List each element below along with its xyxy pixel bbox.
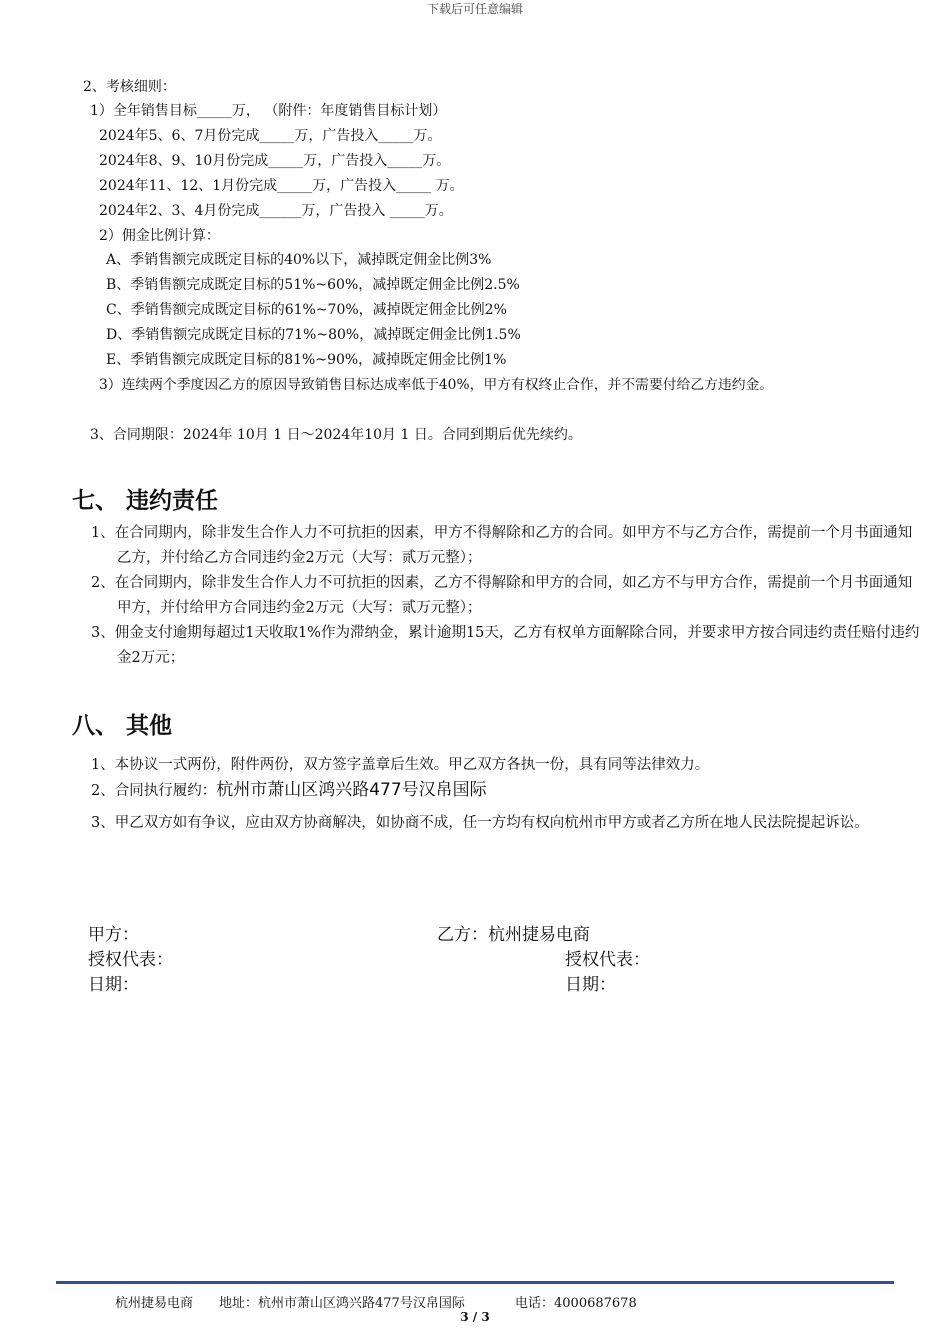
footer-phone-label: 电话： <box>515 1296 555 1311</box>
party-a-representative: 授权代表： <box>88 950 173 970</box>
party-a-label: 甲方： <box>88 925 139 945</box>
party-b-date: 日期： <box>565 975 616 995</box>
commission-rule-b: B、季销售额完成既定目标的51%~60%，减掉既定佣金比例2.5% <box>106 277 520 293</box>
other-item-3: 3、甲乙双方如有争议，应由双方协商解决，如协商不成，任一方均有权向杭州市甲方或者乙方所在地人民法院提起诉讼。 <box>91 815 869 831</box>
contract-term: 3、合同期限：2024年 10月 1 日～2024年10月 1 日。合同到期后优先续约。 <box>90 427 582 443</box>
other-item-2 <box>91 778 487 803</box>
section-heading-liability: 七、 违约责任 <box>72 488 219 514</box>
party-a-date: 日期： <box>88 975 139 995</box>
performance-address: 杭州市萧山区鸿兴路477号汉帛国际 <box>216 780 487 800</box>
quarter-target-4: 2024年2、3、4月份完成______万，广告投入 _____万。 <box>99 203 453 219</box>
commission-rule-e: E、季销售额完成既定目标的81%~90%，减掉既定佣金比例1% <box>106 352 507 368</box>
annual-target: 1）全年销售目标_____万， （附件：年度销售目标计划） <box>90 103 447 119</box>
assessment-title: 2、考核细则： <box>83 79 176 95</box>
party-b-label: 乙方：杭州捷易电商 <box>437 925 590 945</box>
footer-address-rest: 477号汉帛国际 <box>375 1296 465 1311</box>
footer-divider <box>56 1281 894 1284</box>
commission-rule-d: D、季销售额完成既定目标的71%~80%，减掉既定佣金比例1.5% <box>106 327 521 343</box>
liability-item-3: 3、佣金支付逾期每超过1天收取1%作为滞纳金，累计逾期15天，乙方有权单方面解除合同，并要求甲方按合同违约责任赔付违约金2万元； <box>91 625 920 666</box>
other-item-2-label: 2、合同执行履约： <box>91 783 217 799</box>
top-note: 下载后可任意编辑 <box>426 2 523 16</box>
other-item-1: 1、本协议一式两份，附件两份，双方签字盖章后生效。甲乙双方各执一份，具有同等法律效力。 <box>91 757 710 773</box>
footer-address-label: 地址：杭州市萧山区鸿兴路 <box>219 1296 376 1311</box>
page-number: 3 / 3 <box>460 1310 490 1324</box>
section-heading-other: 八、 其他 <box>72 713 173 739</box>
footer-address <box>219 1292 465 1311</box>
footer-company: 杭州捷易电商 <box>115 1296 194 1311</box>
liability-item-1: 1、在合同期内，除非发生合作人力不可抗拒的因素，甲方不得解除和乙方的合同。如甲方不与乙方合作，需提前一个月书面通知乙方，并付给乙方合同违约金2万元（大写：贰万元整）； <box>91 525 913 566</box>
liability-item-2: 2、在合同期内，除非发生合作人力不可抗拒的因素，乙方不得解除和甲方的合同，如乙方不与甲方合作，需提前一个月书面通知甲方，并付给甲方合同违约金2万元（大写：贰万元整）； <box>91 575 913 616</box>
party-b-representative: 授权代表： <box>565 950 650 970</box>
footer-phone <box>515 1292 637 1311</box>
commission-rule-a: A、季销售额完成既定目标的40%以下，减掉既定佣金比例3% <box>106 252 492 268</box>
commission-rule-c: C、季销售额完成既定目标的61%~70%，减掉既定佣金比例2% <box>106 302 507 318</box>
quarter-target-2: 2024年8、9、10月份完成_____万，广告投入_____万。 <box>99 153 451 169</box>
commission-title: 2）佣金比例计算： <box>99 228 220 244</box>
termination-clause: 3）连续两个季度因乙方的原因导致销售目标达成率低于40%，甲方有权终止合作，并不需要付给乙方违约金。 <box>99 377 774 393</box>
quarter-target-3: 2024年11、12、1月份完成_____万，广告投入_____ 万。 <box>99 178 464 194</box>
footer-phone-number: 4000687678 <box>554 1296 637 1311</box>
quarter-target-1: 2024年5、6、7月份完成_____万，广告投入_____万。 <box>99 128 442 144</box>
